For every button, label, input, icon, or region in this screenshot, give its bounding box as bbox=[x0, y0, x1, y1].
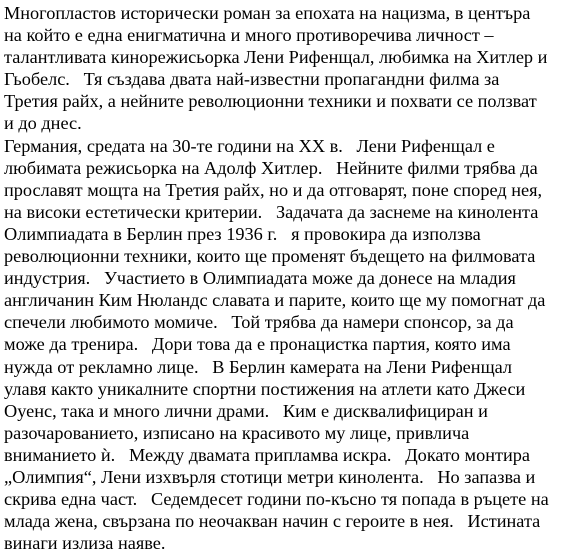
text-line: скрива една част. Седемдесет години по-късно тя попада в ръцете на bbox=[4, 489, 549, 510]
text-line: нужда от рекламно лице. В Берлин камерата на Лени Рифенщал bbox=[4, 356, 513, 377]
text-line: разочарованието, изписано на красивото му лице, привлича bbox=[4, 422, 470, 443]
text-line: може да тренира. Дори това да е пронацистка партия, която има bbox=[4, 334, 511, 355]
document-body bbox=[4, 2, 580, 554]
text-line: революционни техники, които ще променят бъдещето на филмовата bbox=[4, 246, 536, 267]
text-line: Гьобелс. Тя създава двата най-известни пропагандни филма за bbox=[4, 69, 500, 90]
text-line: спечели любимото момиче. Той трябва да намери спонсор, за да bbox=[4, 312, 514, 333]
text-line: винаги излиза наяве. bbox=[4, 533, 166, 554]
text-line: Третия райх, а нейните революционни техники и похвати се ползват bbox=[4, 91, 537, 112]
text-line: „Олимпия“, Лени изхвърля стотици метри кинолента. Но запазва и bbox=[4, 466, 536, 487]
text-line: талантливата кинорежисьорка Лени Рифенщал, любимка на Хитлер и bbox=[4, 47, 548, 68]
text-line: Германия, средата на 30-те години на XX в. Лени Рифенщал е bbox=[4, 135, 495, 156]
text-line: и до днес. bbox=[4, 113, 82, 134]
text-line: Многопластов исторически роман за епохата на нацизма, в центъра bbox=[4, 3, 531, 23]
text-line: индустрия. Участието в Олимпиадата може да донесе на младия bbox=[4, 268, 516, 289]
text-line: улавя както уникалните спортни постижения на атлети като Джеси bbox=[4, 378, 526, 399]
text-line: Оуенс, така и много лични драми. Ким е дисквалифициран и bbox=[4, 400, 488, 421]
text-line: любимата режисьорка на Адолф Хитлер. Нейните филми трябва да bbox=[4, 157, 538, 178]
text-line: англичанин Ким Нюландс славата и парите, които ще му помогнат да bbox=[4, 290, 546, 311]
text-line: млада жена, свързана по неочакван начин с героите в нея. Истината bbox=[4, 511, 541, 532]
text-line: вниманието ѝ. Между двамата припламва искра. Докато монтира bbox=[4, 444, 531, 465]
text-line: прославят мощта на Третия райх, но и да отговарят, поне според нея, bbox=[4, 179, 543, 200]
text-line: на който е една енигматична и много противоречива личност – bbox=[4, 25, 494, 46]
text-line: Олимпиадата в Берлин през 1936 г. я провокира да използва bbox=[4, 223, 481, 244]
text-line: на високи естетически критерии. Задачата да заснеме на кинолента bbox=[4, 201, 539, 222]
